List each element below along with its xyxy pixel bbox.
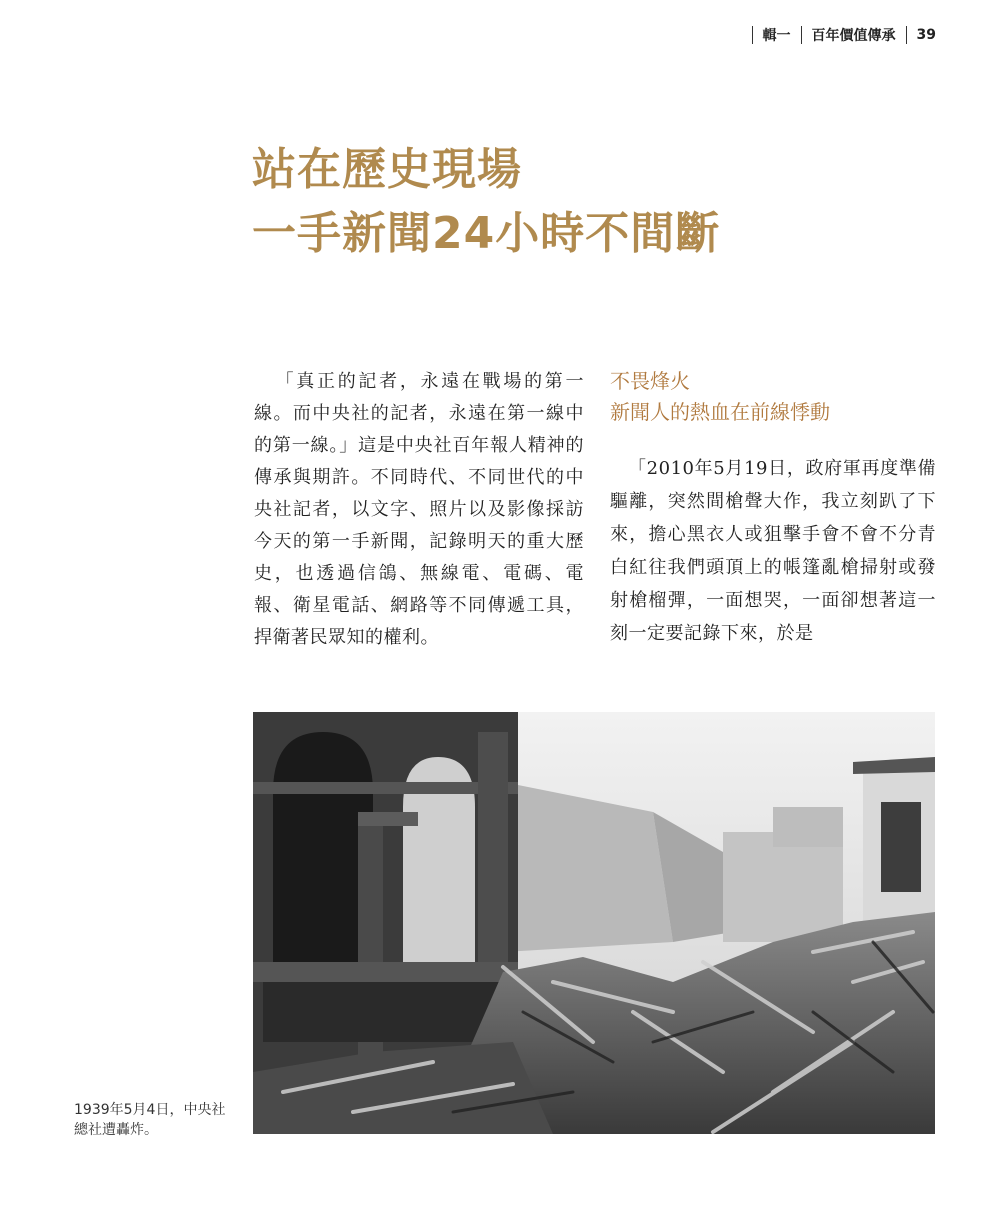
title-line-2: 一手新聞24小時不間斷 bbox=[252, 208, 721, 259]
left-paragraph: 「真正的記者，永遠在戰場的第一線。而中央社的記者，永遠在第一線中的第一線。」這是中央社百年報人精神的傳承與期許。不同時代、不同世代的中央社記者，以文字、照片以及影像採訪今天的第一手新聞，記錄明天的重大歷史，也透過信鴿、無線電、電碼、電報、衛星電話、網路等不同傳遞工具，捍衛著民眾知的權利。 bbox=[254, 371, 584, 648]
right-paragraph: 「2010年5月19日，政府軍再度準備驅離，突然間槍聲大作，我立刻趴了下來，擔心黑衣人或狙擊手會不會不分青白紅往我們頭頂上的帳篷亂槍掃射或發射槍榴彈，一面想哭，一面卻想著這一刻一定要記錄下來，於是 bbox=[610, 458, 936, 644]
bombed-building-photo bbox=[253, 712, 935, 1134]
section-subheading bbox=[610, 366, 936, 428]
header-section: 輯一 bbox=[762, 28, 791, 44]
header-chapter: 百年價值傳承 bbox=[811, 28, 896, 44]
photo-caption: 1939年5月4日，中央社總社遭轟炸。 bbox=[74, 1102, 226, 1138]
running-header bbox=[742, 24, 936, 46]
header-divider bbox=[801, 26, 802, 44]
header-divider bbox=[752, 26, 753, 44]
historical-photo bbox=[253, 712, 935, 1134]
page-title bbox=[252, 138, 952, 266]
page-number: 39 bbox=[916, 27, 936, 43]
subheading-line-1: 不畏烽火 bbox=[610, 369, 690, 393]
left-column bbox=[254, 366, 584, 654]
subheading-line-2: 新聞人的熱血在前線悸動 bbox=[610, 400, 830, 424]
title-line-1: 站在歷史現場 bbox=[252, 144, 522, 195]
header-divider bbox=[906, 26, 907, 44]
right-column bbox=[610, 366, 936, 650]
